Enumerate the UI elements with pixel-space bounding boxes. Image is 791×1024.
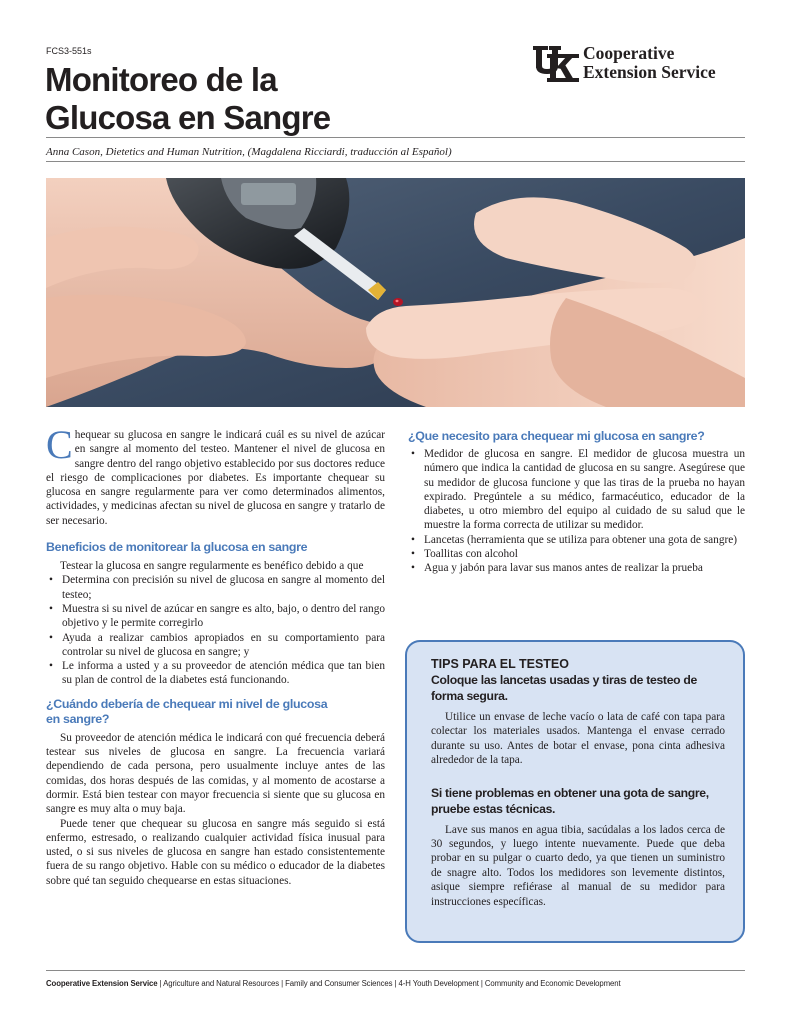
intro-paragraph: Chequear su glucosa en sangre le indicará cuál es su nivel de azúcar en sangre al momento del testeo. Mantener el nivel de glucosa en sangre dentro del rango objetivo establecido por sus doctores reduce el riesgo de complicaciones por diabetes. Es importante chequear su glucosa en sangre regularmente para ver como determinados alimentos, actividades, y medicinas afectan su nivel de glucosa en sangre y tratarlo de ser necesario. bbox=[46, 422, 385, 527]
list-item: • Determina con precisión su nivel de glucosa en sangre al momento del testeo; bbox=[62, 573, 385, 602]
right-column bbox=[408, 429, 745, 576]
footer-divider-mark: | bbox=[159, 979, 162, 988]
title-line-1: Monitoreo de la bbox=[45, 61, 277, 98]
tips-heading-blood-drop: Si tiene problemas en obtener una gota de sangre, pruebe estas técnicas. bbox=[431, 785, 709, 816]
logo-line-2: Extension Service bbox=[583, 62, 716, 82]
list-item: • Ayuda a realizar cambios apropiados en su comportamiento para controlar su nivel de glucosa en sangre; y bbox=[62, 631, 385, 660]
tips-heading-disposal: Coloque las lancetas usadas y tiras de testeo de forma segura. bbox=[431, 673, 698, 703]
uk-logo-icon bbox=[533, 44, 579, 82]
page-title bbox=[45, 61, 465, 137]
benefits-lead: Testear la glucosa en sangre regularmente es benéfico debido a que bbox=[60, 560, 364, 573]
glucose-meter-illustration bbox=[46, 178, 745, 407]
footer-unit: Agriculture and Natural Resources bbox=[163, 979, 280, 988]
list-item: • Toallitas con alcohol bbox=[424, 547, 745, 561]
list-item: • Muestra si su nivel de azúcar en sangre es alto, bajo, o dentro del rango objetivo y le permite corregirlo bbox=[62, 602, 385, 631]
title-line-2: Glucosa en Sangre bbox=[45, 99, 331, 136]
when-paragraph-1: Su proveedor de atención médica le indicará con qué frecuencia deberá testear sus niveles de glucosa en sangre. La frecuencia variará dependiendo de cada persona, pero usualmente incluye antes de las comidas, dos horas después de las comidas, y al momento de acostarse a dormir. Está bien testear con mayor frecuencia si siente que su glucosa en sangre es muy alta o muy baja. bbox=[46, 731, 385, 816]
logo-wordmark bbox=[583, 44, 716, 82]
author-byline: Anna Cason, Dietetics and Human Nutrition, (Magdalena Ricciardi, traducción al Español) bbox=[46, 146, 452, 158]
glucose-test-photo bbox=[46, 178, 745, 407]
list-item: • Agua y jabón para lavar sus manos antes de realizar la prueba bbox=[424, 561, 745, 575]
list-item: • Lancetas (herramienta que se utiliza para obtener una gota de sangre) bbox=[424, 533, 745, 547]
tips-title: TIPS PARA EL TESTEO bbox=[431, 657, 569, 671]
testing-tips-box bbox=[405, 640, 745, 943]
uk-cooperative-extension-logo bbox=[533, 44, 748, 84]
footer-divider-mark: | bbox=[480, 979, 483, 988]
footer-divider-mark: | bbox=[394, 979, 397, 988]
when-heading: ¿Cuándo debería de chequear mi nivel de glucosa en sangre? bbox=[46, 696, 328, 726]
header-divider bbox=[46, 137, 745, 138]
logo-line-1: Cooperative bbox=[583, 43, 675, 63]
footer-org: Cooperative Extension Service bbox=[46, 979, 158, 988]
when-paragraph-2: Puede tener que chequear su glucosa en sangre más seguido si está enfermo, estresado, o realizando cualquier actividad física inusual para usted, o si sus niveles de glucosa en sangre han estado consistentemente fuera de su rango objetivo. Hable con su médico o educador de la diabetes sobre qué tan seguido chequearse en estas situaciones. bbox=[46, 817, 385, 887]
need-heading: ¿Que necesito para chequear mi glucosa en sangre? bbox=[408, 429, 705, 443]
footer-unit: Family and Consumer Sciences bbox=[285, 979, 393, 988]
footer-unit: Community and Economic Development bbox=[484, 979, 621, 988]
list-item: • Medidor de glucosa en sangre. El medidor de glucosa muestra un número que indica la cantidad de glucosa en su sangre. Asegúrese que su medidor de glucosa funcione y que las tiras de la prueba no hayan expirado. Pregúntele a su médico, farmacéutico, educador de la diabetes, u otro miembro del equipo al cuidado de su salud que le muestre la forma correcta de utilizar su medidor. bbox=[424, 447, 745, 533]
footer-divider-mark: | bbox=[281, 979, 284, 988]
tips-paragraph-disposal: Utilice un envase de leche vacío o lata de café con tapa para colectar los materiales usados. Mantenga el envase cerrado durante su uso. Antes de botar el envase, pona cinta adhesiva alrededor de la tapa. bbox=[431, 711, 725, 767]
need-list bbox=[408, 447, 745, 576]
list-item: • Le informa a usted y a su proveedor de atención médica que tan bien su plan de control de la diabetes está funcionando. bbox=[62, 659, 385, 688]
footer-divider bbox=[46, 970, 745, 971]
footer-unit: 4-H Youth Development bbox=[398, 979, 479, 988]
left-column bbox=[46, 422, 385, 888]
byline-divider bbox=[46, 161, 745, 162]
footer-bar bbox=[46, 979, 745, 988]
benefits-heading: Beneficios de monitorear la glucosa en sangre bbox=[46, 540, 308, 555]
tips-paragraph-blood-drop: Lave sus manos en agua tibia, sacúdalas a los lados cerca de 30 segundos, y luego intente nuevamente. Puede que deba probar en su pulgar o cuarto dedo, ya que tienen un suministro de snagre alto. Todos los medidores son levemente distintos, asique siempre refiérase al manual de su medidor para instrucciones específicas. bbox=[431, 823, 725, 908]
drop-cap: C bbox=[46, 422, 73, 467]
publication-code: FCS3-551s bbox=[46, 46, 92, 56]
benefits-list bbox=[46, 573, 385, 687]
